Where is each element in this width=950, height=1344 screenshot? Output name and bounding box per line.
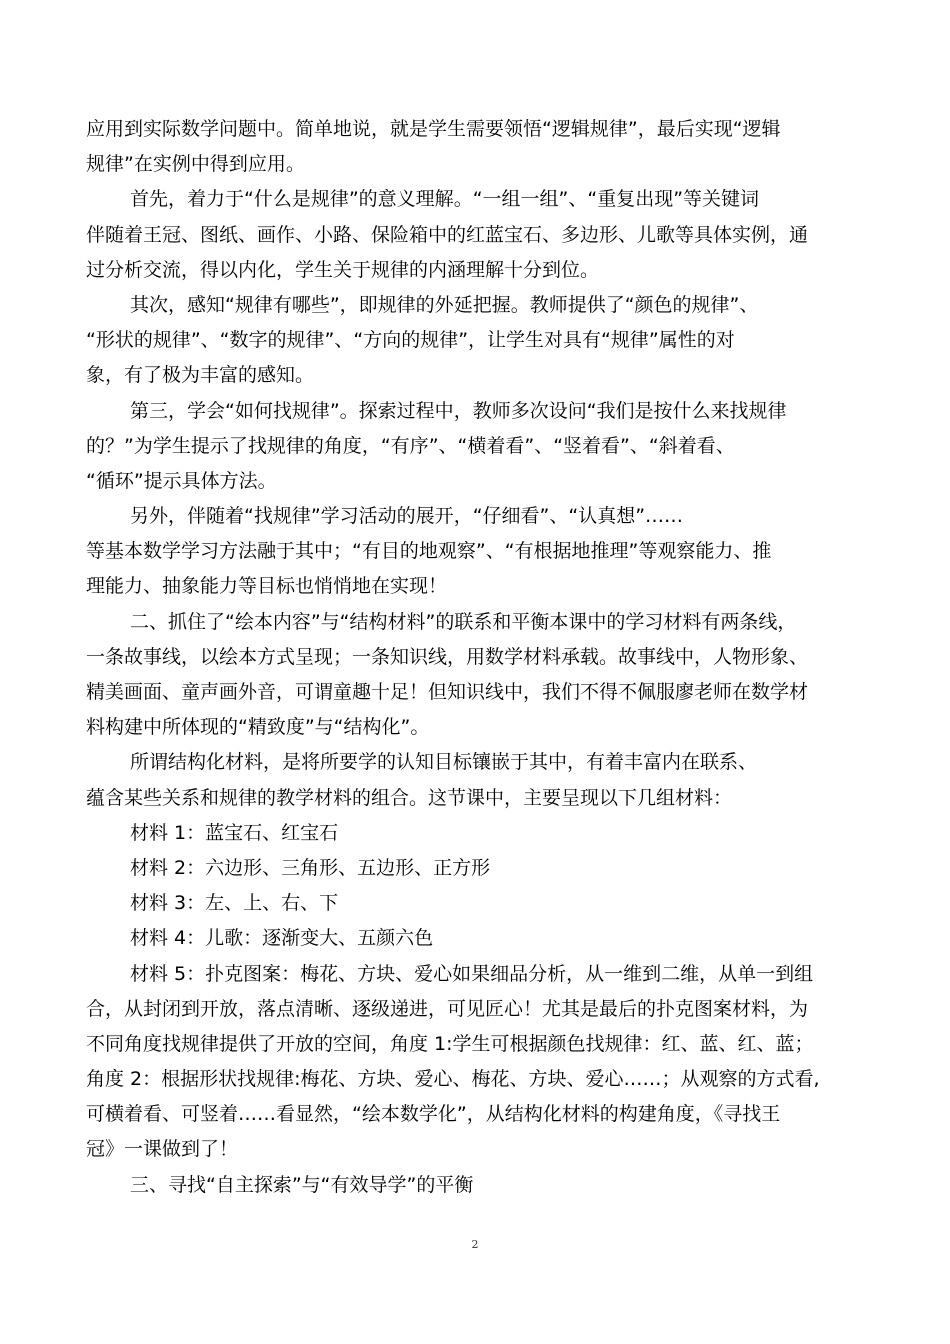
text-line: 材料 4：儿歌：逐渐变大、五颜六色 (130, 927, 434, 950)
text-line: 过分析交流，得以内化，学生关于规律的内涵理解十分到位。 (86, 258, 600, 281)
text-line: 料构建中所体现的“精致度”与“结构化”。 (86, 716, 430, 739)
text-line: 所谓结构化材料，是将所要学的认知目标镶嵌于其中，有着丰富内在联系、 (130, 751, 758, 774)
text-line: 不同角度找规律提供了开放的空间，角度 1:学生可根据颜色找规律：红、蓝、红、蓝； (86, 1032, 814, 1055)
text-line: 二、抓住了“绘本内容”与“结构材料”的联系和平衡本课中的学习材料有两条线， (130, 610, 797, 633)
text-line: 材料 1：蓝宝石、红宝石 (130, 821, 339, 844)
text-line: 冠》一课做到了！ (86, 1138, 239, 1161)
text-line: 首先，着力于“什么是规律”的意义理解。“一组一组”、“重复出现”等关键词 (130, 188, 760, 211)
text-line: 一条故事线，以绘本方式呈现；一条知识线，用数学材料承载。故事线中，人物形象、 (86, 645, 809, 668)
text-line: 合，从封闭到开放，落点清晰、逐级递进，可见匠心！尤其是最后的扑克图案材料，为 (86, 997, 809, 1020)
text-line: 规律”在实例中得到应用。 (86, 153, 305, 176)
text-line: 应用到实际数学问题中。简单地说，就是学生需要领悟“逻辑规律”，最后实现“逻辑 (86, 118, 781, 140)
text-line: 材料 5：扑克图案：梅花、方块、爱心如果细品分析，从一维到二维，从单一到组 (130, 962, 814, 985)
text-line: 材料 3：左、上、右、下 (130, 892, 339, 915)
text-line: 其次，感知“规律有哪些”，即规律的外延把握。教师提供了“颜色的规律”、 (130, 293, 759, 316)
text-line: “形状的规律”、“数字的规律”、“方向的规律”，让学生对具有“规律”属性的对 (86, 329, 735, 352)
page-number: 2 (471, 1238, 479, 1251)
text-line: 材料 2：六边形、三角形、五边形、正方形 (130, 856, 491, 879)
text-line: 三、寻找“自主探索”与“有效导学”的平衡 (130, 1173, 474, 1196)
text-line: 等基本数学学习方法融于其中；“有目的地观察”、“有根据地推理”等观察能力、推 (86, 540, 772, 563)
text-line: 伴随着王冠、图纸、画作、小路、保险箱中的红蓝宝石、多边形、儿歌等具体实例，通 (86, 223, 809, 246)
text-line: 蕴含某些关系和规律的教学材料的组合。这节课中，主要呈现以下几组材料： (86, 786, 733, 809)
text-line: 可横着看、可竖着……看显然，“绘本数学化”，从结构化材料的构建角度，《寻找王 (86, 1103, 781, 1126)
text-line: 第三，学会“如何找规律”。探索过程中，教师多次设问“我们是按什么来找规律 (130, 399, 787, 422)
text-line: 角度 2：根据形状找规律:梅花、方块、爱心、梅花、方块、爱心……；从观察的方式看, (86, 1068, 820, 1091)
document-body (86, 112, 866, 1203)
text-line: 理能力、抽象能力等目标也悄悄地在实现！ (86, 575, 448, 598)
text-line: 的？”为学生提示了找规律的角度，“有序”、“横着看”、“竖着看”、“斜着看、 (86, 434, 735, 457)
text-line: 精美画面、童声画外音，可谓童趣十足！但知识线中，我们不得不佩服廖老师在数学材 (86, 681, 809, 703)
text-line: 另外，伴随着“找规律”学习活动的展开，“仔细看”、“认真想”…… (130, 505, 684, 528)
text-line: 象，有了极为丰富的感知。 (86, 364, 315, 387)
text-line: “循环”提示具体方法。 (86, 469, 277, 492)
